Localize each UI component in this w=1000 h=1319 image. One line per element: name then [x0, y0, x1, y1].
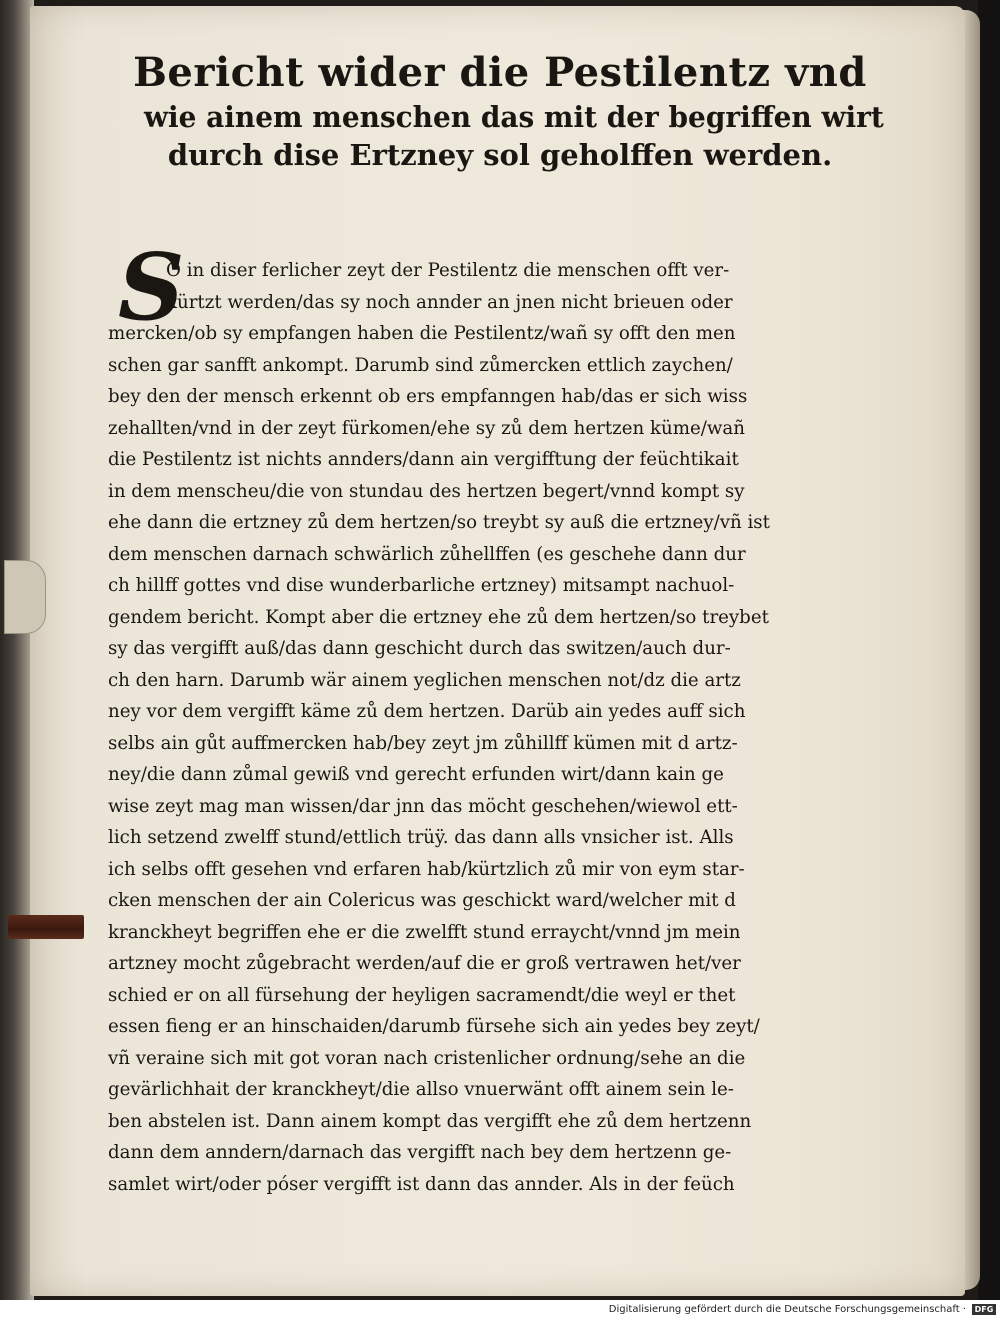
body-text-block [108, 233, 853, 1200]
dfg-logo-icon: DFG [972, 1304, 996, 1315]
bookmark-ribbon [8, 915, 84, 939]
text-line: lich setzend zwelff stund/ettlich trüÿ. das dann alls vnsicher ist. Alls [108, 827, 734, 848]
binding-tab [4, 560, 46, 634]
text-line: O in diser ferlicher zeyt der Pestilentz die menschen offt ver- [166, 260, 730, 281]
heading-line-3: durch dise Ertzney sol geholffen werden. [167, 138, 833, 172]
text-line: die Pestilentz ist nichts annders/dann ain vergifftung der feüchtikait [108, 449, 739, 470]
text-line: kranckheyt begriffen ehe er die zwelfft stund erraycht/vnnd jm mein [108, 921, 741, 943]
digitization-footer [0, 1300, 1000, 1319]
book-binding [0, 0, 34, 1300]
text-line: bey den der mensch erkennt ob ers empfanngen hab/das er sich wiss [108, 386, 748, 407]
text-line: dann dem anndern/darnach das vergifft nach bey dem hertzenn ge- [108, 1142, 732, 1163]
text-line: schen gar sanfft ankompt. Darumb sind zůmercken ettlich zaychen/ [108, 354, 733, 376]
text-line: ney/die dann zůmal gewiß vnd gerecht erfunden wirt/dann kain ge [108, 764, 724, 785]
right-dark-margin [978, 0, 1000, 1300]
text-line: schied er on all fürsehung der heyligen sacramendt/die weyl er thet [108, 984, 736, 1006]
drop-cap-initial: S [118, 233, 185, 341]
text-line: artzney mocht zůgebracht werden/auf die er groß vertrawen het/ver [108, 953, 741, 974]
text-line: mercken/ob sy empfangen haben die Pestilentz/wañ sy offt den men [108, 323, 736, 344]
text-line: dem menschen darnach schwärlich zůhellffen (es geschehe dann dur [108, 543, 746, 565]
footer-credit-text: Digitalisierung gefördert durch die Deutsche Forschungsgemeinschaft · [608, 1304, 966, 1315]
text-line: samlet wirt/oder póser vergifft ist dann das annder. Als in der feüch [108, 1173, 735, 1195]
text-line: kürtzt werden/das sy noch annder an jnen nicht brieuen oder [166, 291, 733, 313]
text-line: ch hillff gottes vnd dise wunderbarliche ertzney) mitsampt nachuol- [108, 575, 735, 596]
page-heading [130, 48, 884, 174]
text-line: selbs ain gůt auffmercken hab/bey zeyt jm zůhillff kümen mit d artz- [108, 732, 738, 754]
text-line: vñ veraine sich mit got voran nach cristenlicher ordnung/sehe an die [108, 1047, 746, 1069]
text-line: ehe dann die ertzney zů dem hertzen/so treybt sy auß die ertzney/vñ ist [108, 512, 770, 533]
text-line: essen fieng er an hinschaiden/darumb fürsehe sich ain yedes bey zeyt/ [108, 1016, 760, 1037]
text-line: sy das vergifft auß/das dann geschicht durch das switzen/auch dur- [108, 638, 731, 659]
heading-line-2: wie ainem menschen das mit der begriffen wirt [143, 100, 884, 134]
text-line: gendem bericht. Kompt aber die ertzney ehe zů dem hertzen/so treybet [108, 606, 769, 628]
text-line: wise zeyt mag man wissen/dar jnn das möcht geschehen/wiewol ett- [108, 795, 738, 817]
text-line: ney vor dem vergifft käme zů dem hertzen. Darüb ain yedes auff sich [108, 701, 746, 722]
text-line: ch den harn. Darumb wär ainem yeglichen menschen not/dz die artz [108, 669, 741, 691]
text-line: in dem menscheu/die von stundau des hertzen begert/vnnd kompt sy [108, 480, 745, 502]
text-line: zehallten/vnd in der zeyt fürkomen/ehe sy zů dem hertzen küme/wañ [108, 417, 745, 439]
text-line: ben abstelen ist. Dann ainem kompt das vergifft ehe zů dem hertzenn [108, 1110, 752, 1132]
heading-line-1: Bericht wider die Pestilentz vnd [133, 49, 867, 96]
text-line: ich selbs offt gesehen vnd erfaren hab/kürtzlich zů mir von eym star- [108, 858, 745, 880]
text-line: cken menschen der ain Colericus was geschickt ward/welcher mit d [108, 890, 736, 911]
text-line: gevärlichhait der kranckheyt/die allso vnuerwänt offt ainem sein le- [108, 1079, 734, 1100]
